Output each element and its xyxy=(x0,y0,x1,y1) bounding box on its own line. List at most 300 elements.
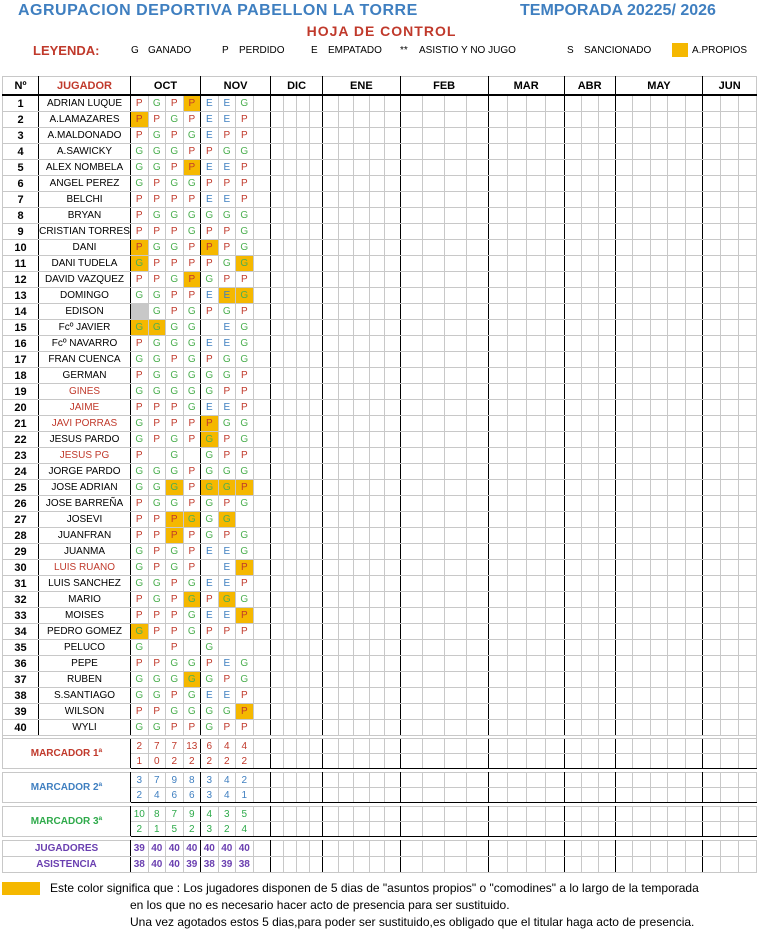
empty-cell[interactable] xyxy=(598,144,615,160)
empty-cell[interactable] xyxy=(284,192,297,208)
empty-cell[interactable] xyxy=(650,448,668,464)
result-cell[interactable]: P xyxy=(218,176,236,192)
empty-cell[interactable] xyxy=(284,672,297,688)
empty-cell[interactable] xyxy=(284,608,297,624)
empty-cell[interactable] xyxy=(297,336,310,352)
empty-cell[interactable] xyxy=(271,288,284,304)
result-cell[interactable]: G xyxy=(236,144,254,160)
empty-cell[interactable] xyxy=(385,528,401,544)
empty-cell[interactable] xyxy=(323,288,339,304)
result-cell[interactable]: G xyxy=(166,704,184,720)
empty-cell[interactable] xyxy=(400,192,422,208)
empty-cell[interactable] xyxy=(488,128,507,144)
empty-cell[interactable] xyxy=(369,112,385,128)
empty-cell[interactable] xyxy=(488,95,507,112)
result-cell[interactable]: G xyxy=(218,512,236,528)
result-cell[interactable]: P xyxy=(236,400,254,416)
empty-cell[interactable] xyxy=(488,720,507,736)
empty-cell[interactable] xyxy=(354,288,370,304)
empty-cell[interactable] xyxy=(310,256,323,272)
empty-cell[interactable] xyxy=(507,336,526,352)
empty-cell[interactable] xyxy=(297,672,310,688)
empty-cell[interactable] xyxy=(284,592,297,608)
empty-cell[interactable] xyxy=(253,95,271,112)
empty-cell[interactable] xyxy=(338,720,354,736)
empty-cell[interactable] xyxy=(598,128,615,144)
empty-cell[interactable] xyxy=(466,176,488,192)
empty-cell[interactable] xyxy=(323,640,339,656)
empty-cell[interactable] xyxy=(633,112,651,128)
result-cell[interactable]: P xyxy=(218,384,236,400)
empty-cell[interactable] xyxy=(310,304,323,320)
empty-cell[interactable] xyxy=(526,192,545,208)
empty-cell[interactable] xyxy=(581,384,598,400)
result-cell[interactable]: E xyxy=(201,400,219,416)
empty-cell[interactable] xyxy=(564,368,581,384)
empty-cell[interactable] xyxy=(545,656,564,672)
result-cell[interactable]: G xyxy=(183,320,201,336)
empty-cell[interactable] xyxy=(598,208,615,224)
empty-cell[interactable] xyxy=(564,224,581,240)
empty-cell[interactable] xyxy=(354,352,370,368)
result-cell[interactable]: G xyxy=(148,240,166,256)
result-cell[interactable]: E xyxy=(201,608,219,624)
result-cell[interactable]: G xyxy=(131,560,149,576)
empty-cell[interactable] xyxy=(564,624,581,640)
empty-cell[interactable] xyxy=(323,320,339,336)
empty-cell[interactable] xyxy=(721,95,739,112)
empty-cell[interactable] xyxy=(310,272,323,288)
empty-cell[interactable] xyxy=(400,352,422,368)
empty-cell[interactable] xyxy=(650,288,668,304)
empty-cell[interactable] xyxy=(253,304,271,320)
empty-cell[interactable] xyxy=(385,95,401,112)
empty-cell[interactable] xyxy=(703,528,721,544)
empty-cell[interactable] xyxy=(507,176,526,192)
empty-cell[interactable] xyxy=(369,624,385,640)
empty-cell[interactable] xyxy=(284,128,297,144)
empty-cell[interactable] xyxy=(526,560,545,576)
result-cell[interactable]: G xyxy=(236,672,254,688)
result-cell[interactable]: G xyxy=(236,464,254,480)
empty-cell[interactable] xyxy=(615,368,633,384)
empty-cell[interactable] xyxy=(253,656,271,672)
empty-cell[interactable] xyxy=(271,384,284,400)
empty-cell[interactable] xyxy=(598,432,615,448)
empty-cell[interactable] xyxy=(507,704,526,720)
empty-cell[interactable] xyxy=(297,208,310,224)
result-cell[interactable]: P xyxy=(131,272,149,288)
empty-cell[interactable] xyxy=(581,608,598,624)
result-cell[interactable]: G xyxy=(236,656,254,672)
empty-cell[interactable] xyxy=(526,144,545,160)
empty-cell[interactable] xyxy=(650,384,668,400)
empty-cell[interactable] xyxy=(310,448,323,464)
empty-cell[interactable] xyxy=(310,432,323,448)
result-cell[interactable]: P xyxy=(236,560,254,576)
empty-cell[interactable] xyxy=(422,192,444,208)
empty-cell[interactable] xyxy=(598,672,615,688)
empty-cell[interactable] xyxy=(338,480,354,496)
empty-cell[interactable] xyxy=(526,384,545,400)
empty-cell[interactable] xyxy=(703,640,721,656)
empty-cell[interactable] xyxy=(284,384,297,400)
empty-cell[interactable] xyxy=(385,656,401,672)
empty-cell[interactable] xyxy=(668,544,686,560)
empty-cell[interactable] xyxy=(703,208,721,224)
empty-cell[interactable] xyxy=(422,416,444,432)
empty-cell[interactable] xyxy=(488,176,507,192)
empty-cell[interactable] xyxy=(310,624,323,640)
empty-cell[interactable] xyxy=(703,560,721,576)
result-cell[interactable]: G xyxy=(183,624,201,640)
empty-cell[interactable] xyxy=(633,512,651,528)
empty-cell[interactable] xyxy=(615,544,633,560)
empty-cell[interactable] xyxy=(338,656,354,672)
empty-cell[interactable] xyxy=(581,544,598,560)
result-cell[interactable]: P xyxy=(166,528,184,544)
empty-cell[interactable] xyxy=(422,336,444,352)
empty-cell[interactable] xyxy=(564,480,581,496)
empty-cell[interactable] xyxy=(323,576,339,592)
empty-cell[interactable] xyxy=(650,112,668,128)
empty-cell[interactable] xyxy=(507,400,526,416)
result-cell[interactable]: G xyxy=(236,352,254,368)
result-cell[interactable]: P xyxy=(131,192,149,208)
result-cell[interactable]: P xyxy=(131,95,149,112)
empty-cell[interactable] xyxy=(739,95,757,112)
empty-cell[interactable] xyxy=(444,240,466,256)
empty-cell[interactable] xyxy=(633,720,651,736)
empty-cell[interactable] xyxy=(668,432,686,448)
empty-cell[interactable] xyxy=(338,368,354,384)
result-cell[interactable] xyxy=(183,640,201,656)
empty-cell[interactable] xyxy=(271,176,284,192)
empty-cell[interactable] xyxy=(338,512,354,528)
empty-cell[interactable] xyxy=(444,528,466,544)
empty-cell[interactable] xyxy=(369,304,385,320)
empty-cell[interactable] xyxy=(444,224,466,240)
empty-cell[interactable] xyxy=(323,432,339,448)
empty-cell[interactable] xyxy=(507,352,526,368)
empty-cell[interactable] xyxy=(444,256,466,272)
empty-cell[interactable] xyxy=(564,672,581,688)
result-cell[interactable]: G xyxy=(201,640,219,656)
empty-cell[interactable] xyxy=(564,432,581,448)
empty-cell[interactable] xyxy=(488,272,507,288)
empty-cell[interactable] xyxy=(598,528,615,544)
empty-cell[interactable] xyxy=(507,224,526,240)
empty-cell[interactable] xyxy=(488,336,507,352)
empty-cell[interactable] xyxy=(598,400,615,416)
empty-cell[interactable] xyxy=(739,688,757,704)
empty-cell[interactable] xyxy=(507,192,526,208)
empty-cell[interactable] xyxy=(545,272,564,288)
result-cell[interactable]: G xyxy=(183,400,201,416)
empty-cell[interactable] xyxy=(564,304,581,320)
empty-cell[interactable] xyxy=(615,432,633,448)
result-cell[interactable]: P xyxy=(148,608,166,624)
empty-cell[interactable] xyxy=(615,160,633,176)
empty-cell[interactable] xyxy=(466,464,488,480)
empty-cell[interactable] xyxy=(466,672,488,688)
result-cell[interactable]: G xyxy=(183,224,201,240)
empty-cell[interactable] xyxy=(338,95,354,112)
result-cell[interactable]: G xyxy=(131,320,149,336)
empty-cell[interactable] xyxy=(297,384,310,400)
empty-cell[interactable] xyxy=(650,240,668,256)
result-cell[interactable]: E xyxy=(201,288,219,304)
empty-cell[interactable] xyxy=(598,160,615,176)
empty-cell[interactable] xyxy=(284,704,297,720)
result-cell[interactable]: P xyxy=(166,608,184,624)
result-cell[interactable]: P xyxy=(183,112,201,128)
empty-cell[interactable] xyxy=(581,704,598,720)
empty-cell[interactable] xyxy=(488,288,507,304)
result-cell[interactable]: P xyxy=(148,432,166,448)
empty-cell[interactable] xyxy=(444,208,466,224)
empty-cell[interactable] xyxy=(507,95,526,112)
empty-cell[interactable] xyxy=(721,416,739,432)
empty-cell[interactable] xyxy=(385,416,401,432)
result-cell[interactable]: G xyxy=(201,432,219,448)
empty-cell[interactable] xyxy=(400,144,422,160)
empty-cell[interactable] xyxy=(545,688,564,704)
empty-cell[interactable] xyxy=(369,192,385,208)
empty-cell[interactable] xyxy=(633,608,651,624)
empty-cell[interactable] xyxy=(422,576,444,592)
empty-cell[interactable] xyxy=(545,176,564,192)
empty-cell[interactable] xyxy=(369,672,385,688)
empty-cell[interactable] xyxy=(444,368,466,384)
result-cell[interactable]: G xyxy=(166,448,184,464)
empty-cell[interactable] xyxy=(526,720,545,736)
result-cell[interactable]: E xyxy=(218,192,236,208)
empty-cell[interactable] xyxy=(488,512,507,528)
empty-cell[interactable] xyxy=(721,432,739,448)
empty-cell[interactable] xyxy=(564,112,581,128)
empty-cell[interactable] xyxy=(615,720,633,736)
empty-cell[interactable] xyxy=(297,95,310,112)
empty-cell[interactable] xyxy=(271,352,284,368)
empty-cell[interactable] xyxy=(466,544,488,560)
empty-cell[interactable] xyxy=(545,608,564,624)
empty-cell[interactable] xyxy=(650,576,668,592)
empty-cell[interactable] xyxy=(297,400,310,416)
result-cell[interactable]: E xyxy=(201,160,219,176)
empty-cell[interactable] xyxy=(633,640,651,656)
empty-cell[interactable] xyxy=(284,528,297,544)
empty-cell[interactable] xyxy=(400,416,422,432)
result-cell[interactable]: P xyxy=(201,416,219,432)
empty-cell[interactable] xyxy=(598,688,615,704)
result-cell[interactable]: G xyxy=(166,208,184,224)
empty-cell[interactable] xyxy=(545,256,564,272)
empty-cell[interactable] xyxy=(615,656,633,672)
empty-cell[interactable] xyxy=(400,656,422,672)
empty-cell[interactable] xyxy=(545,352,564,368)
empty-cell[interactable] xyxy=(466,576,488,592)
empty-cell[interactable] xyxy=(400,304,422,320)
empty-cell[interactable] xyxy=(721,288,739,304)
empty-cell[interactable] xyxy=(297,576,310,592)
empty-cell[interactable] xyxy=(444,112,466,128)
result-cell[interactable]: P xyxy=(236,704,254,720)
empty-cell[interactable] xyxy=(310,640,323,656)
empty-cell[interactable] xyxy=(721,272,739,288)
empty-cell[interactable] xyxy=(739,208,757,224)
empty-cell[interactable] xyxy=(466,512,488,528)
result-cell[interactable]: E xyxy=(201,95,219,112)
empty-cell[interactable] xyxy=(369,608,385,624)
result-cell[interactable]: G xyxy=(236,256,254,272)
empty-cell[interactable] xyxy=(369,656,385,672)
empty-cell[interactable] xyxy=(253,544,271,560)
empty-cell[interactable] xyxy=(739,448,757,464)
empty-cell[interactable] xyxy=(354,608,370,624)
result-cell[interactable]: P xyxy=(148,528,166,544)
empty-cell[interactable] xyxy=(507,240,526,256)
empty-cell[interactable] xyxy=(526,272,545,288)
empty-cell[interactable] xyxy=(310,480,323,496)
empty-cell[interactable] xyxy=(310,192,323,208)
empty-cell[interactable] xyxy=(564,400,581,416)
empty-cell[interactable] xyxy=(739,432,757,448)
result-cell[interactable]: P xyxy=(131,512,149,528)
empty-cell[interactable] xyxy=(598,416,615,432)
result-cell[interactable]: P xyxy=(201,144,219,160)
empty-cell[interactable] xyxy=(633,688,651,704)
result-cell[interactable]: P xyxy=(131,592,149,608)
result-cell[interactable]: P xyxy=(148,176,166,192)
empty-cell[interactable] xyxy=(545,400,564,416)
empty-cell[interactable] xyxy=(444,128,466,144)
result-cell[interactable]: G xyxy=(201,464,219,480)
empty-cell[interactable] xyxy=(354,400,370,416)
empty-cell[interactable] xyxy=(598,656,615,672)
result-cell[interactable] xyxy=(201,320,219,336)
empty-cell[interactable] xyxy=(284,368,297,384)
empty-cell[interactable] xyxy=(598,240,615,256)
empty-cell[interactable] xyxy=(354,640,370,656)
result-cell[interactable]: P xyxy=(183,95,201,112)
result-cell[interactable]: P xyxy=(183,464,201,480)
empty-cell[interactable] xyxy=(526,208,545,224)
empty-cell[interactable] xyxy=(650,544,668,560)
empty-cell[interactable] xyxy=(310,576,323,592)
empty-cell[interactable] xyxy=(284,256,297,272)
empty-cell[interactable] xyxy=(310,720,323,736)
empty-cell[interactable] xyxy=(581,592,598,608)
empty-cell[interactable] xyxy=(507,592,526,608)
empty-cell[interactable] xyxy=(354,176,370,192)
empty-cell[interactable] xyxy=(297,624,310,640)
empty-cell[interactable] xyxy=(739,272,757,288)
empty-cell[interactable] xyxy=(685,672,703,688)
result-cell[interactable]: G xyxy=(201,672,219,688)
empty-cell[interactable] xyxy=(422,560,444,576)
empty-cell[interactable] xyxy=(668,560,686,576)
empty-cell[interactable] xyxy=(338,592,354,608)
empty-cell[interactable] xyxy=(739,624,757,640)
result-cell[interactable]: G xyxy=(131,432,149,448)
result-cell[interactable]: G xyxy=(236,592,254,608)
empty-cell[interactable] xyxy=(703,592,721,608)
empty-cell[interactable] xyxy=(385,192,401,208)
empty-cell[interactable] xyxy=(385,464,401,480)
empty-cell[interactable] xyxy=(284,656,297,672)
empty-cell[interactable] xyxy=(338,560,354,576)
empty-cell[interactable] xyxy=(703,144,721,160)
empty-cell[interactable] xyxy=(400,576,422,592)
empty-cell[interactable] xyxy=(444,608,466,624)
empty-cell[interactable] xyxy=(526,352,545,368)
empty-cell[interactable] xyxy=(271,272,284,288)
empty-cell[interactable] xyxy=(668,160,686,176)
empty-cell[interactable] xyxy=(284,304,297,320)
empty-cell[interactable] xyxy=(385,560,401,576)
empty-cell[interactable] xyxy=(581,336,598,352)
empty-cell[interactable] xyxy=(297,704,310,720)
empty-cell[interactable] xyxy=(685,640,703,656)
empty-cell[interactable] xyxy=(297,288,310,304)
empty-cell[interactable] xyxy=(545,560,564,576)
empty-cell[interactable] xyxy=(633,672,651,688)
result-cell[interactable]: G xyxy=(166,240,184,256)
empty-cell[interactable] xyxy=(354,544,370,560)
empty-cell[interactable] xyxy=(385,256,401,272)
result-cell[interactable]: G xyxy=(201,480,219,496)
empty-cell[interactable] xyxy=(598,704,615,720)
empty-cell[interactable] xyxy=(564,448,581,464)
result-cell[interactable]: G xyxy=(148,688,166,704)
empty-cell[interactable] xyxy=(354,336,370,352)
result-cell[interactable]: P xyxy=(166,352,184,368)
result-cell[interactable] xyxy=(183,448,201,464)
empty-cell[interactable] xyxy=(685,624,703,640)
empty-cell[interactable] xyxy=(385,448,401,464)
empty-cell[interactable] xyxy=(323,528,339,544)
empty-cell[interactable] xyxy=(615,240,633,256)
empty-cell[interactable] xyxy=(422,256,444,272)
empty-cell[interactable] xyxy=(310,176,323,192)
empty-cell[interactable] xyxy=(545,304,564,320)
empty-cell[interactable] xyxy=(703,704,721,720)
empty-cell[interactable] xyxy=(338,688,354,704)
empty-cell[interactable] xyxy=(338,336,354,352)
empty-cell[interactable] xyxy=(650,592,668,608)
empty-cell[interactable] xyxy=(739,416,757,432)
result-cell[interactable]: P xyxy=(183,528,201,544)
empty-cell[interactable] xyxy=(284,688,297,704)
result-cell[interactable]: P xyxy=(131,448,149,464)
empty-cell[interactable] xyxy=(354,656,370,672)
empty-cell[interactable] xyxy=(338,160,354,176)
result-cell[interactable]: G xyxy=(148,352,166,368)
empty-cell[interactable] xyxy=(633,432,651,448)
empty-cell[interactable] xyxy=(297,528,310,544)
result-cell[interactable]: E xyxy=(218,544,236,560)
empty-cell[interactable] xyxy=(271,496,284,512)
empty-cell[interactable] xyxy=(668,528,686,544)
empty-cell[interactable] xyxy=(721,336,739,352)
empty-cell[interactable] xyxy=(422,672,444,688)
empty-cell[interactable] xyxy=(564,288,581,304)
empty-cell[interactable] xyxy=(526,544,545,560)
empty-cell[interactable] xyxy=(668,624,686,640)
result-cell[interactable] xyxy=(148,448,166,464)
empty-cell[interactable] xyxy=(400,400,422,416)
